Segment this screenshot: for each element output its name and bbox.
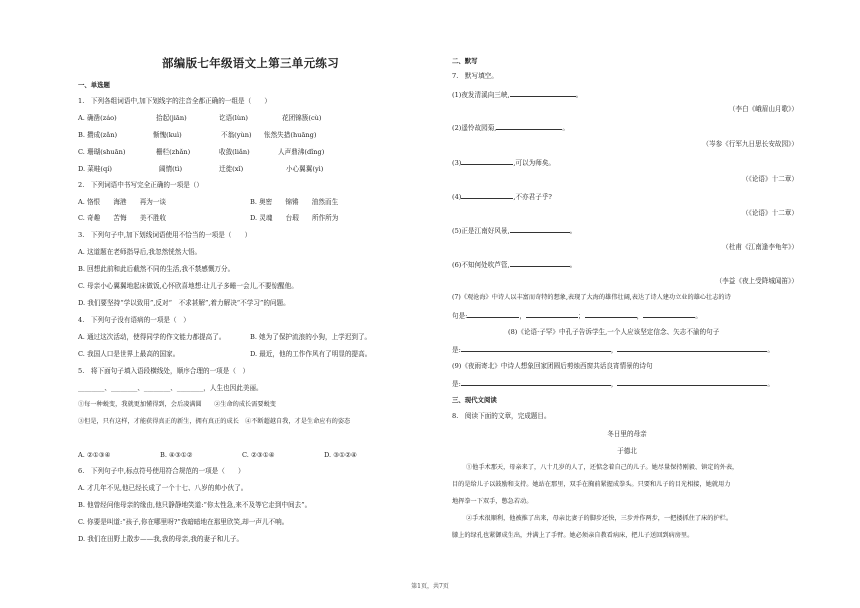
paragraph-1-line-2: 目的是给儿子以鼓励和支持。她站在那里，双手在胸前紧握成拳头。只要和儿子的目光相接，她就用力 xyxy=(452,481,731,488)
q1-option-a3: 讫语(lùn) xyxy=(219,114,248,122)
fill-4-source: （《论语》十二章） xyxy=(741,209,798,217)
fill-7-answer: 句是: ， ； ， 。 xyxy=(452,312,702,320)
q1-option-c3: 收敛(liǎn) xyxy=(219,148,250,156)
fill-1-source: （李白《峨眉山月歌》） xyxy=(728,105,798,113)
fill-9: (9)《夜雨寄北》中诗人想象回家团圆后剪烛西窗共话良宵情景的诗句 xyxy=(452,362,653,370)
article-title: 冬日里的母亲 xyxy=(607,430,647,438)
article-author: 于德北 xyxy=(617,447,637,455)
q5-option-b: B. ④③①② xyxy=(160,451,193,459)
q5-blanks: ________、________、________、________，人生也因此美丽。 xyxy=(78,384,263,392)
q5-sentences-2: ③但是，只有这样，才能获得真正的新生，拥有真正的成长 ④不断超越自我，才是生命应有的姿态 xyxy=(78,418,351,425)
q1-option-a4: 花团锦簇(cù) xyxy=(282,114,322,122)
q4-option-a: A. 通过这次活动，使得同学的作文能力都提高了。 xyxy=(78,333,226,341)
q1-option-b2: 惭愧(kuì) xyxy=(153,131,182,139)
fill-8-answer: 是: ， 。 xyxy=(452,346,775,354)
q6-option-a: A. 才几年不见,他已经长成了一个十七、八岁的帅小伙了。 xyxy=(78,484,248,492)
question-8: 8. 阅读下面的文章，完成题目。 xyxy=(452,412,551,420)
q5-sentences-1: ①每一种蜕变，我就更加懂得到，会后凌满圆 ②生命的成长需要蜕变 xyxy=(78,401,276,408)
q2-option-c: C. 奇趣 苦悔 美不胜收 xyxy=(78,214,167,222)
question-7: 7. 默写填空。 xyxy=(452,72,498,80)
q2-option-d: D. 灵魂 台瑕 所作所为 xyxy=(250,214,339,222)
q1-option-b4: 怅然失措(huāng) xyxy=(264,131,317,139)
q3-option-d: D. 我们要坚持“学以致用”,反对“ 不求甚解”,着力解决“不学习”的问题。 xyxy=(78,299,290,307)
q3-option-b: B. 回想此前和此后截然不同的生活,我不禁感慨万分。 xyxy=(78,265,235,273)
q2-option-a: A. 恪恨 海港 再为一谈 xyxy=(78,198,167,206)
q4-option-d: D. 最近，他的工作作风有了明显的提高。 xyxy=(250,350,372,358)
q1-option-c1: C. 珊瑚(shuān) xyxy=(78,148,126,156)
q5-option-a: A. ②①③④ xyxy=(78,451,111,459)
fill-1: (1)夜发清溪向三峡, 。 xyxy=(452,91,583,99)
fill-5-source: （杜甫《江南逢李龟年》） xyxy=(722,243,798,251)
q5-option-d: D. ③①②④ xyxy=(324,451,357,459)
fill-9-answer: 是: ， 。 xyxy=(452,380,775,388)
q3-option-c: C. 母亲小心翼翼地起床做饭,心怀欣喜地想:让儿子多睡一会儿,不要惊醒他。 xyxy=(78,282,298,290)
question-3: 3. 下列句子中,加下划线词语使用不恰当的一项是（ ） xyxy=(78,231,252,239)
paragraph-1-line-1: ①他手术那天，母亲来了，八十几岁的人了，还惦念着自己的儿子。她尽量保持刚毅、镇定的外表， xyxy=(466,464,739,471)
q6-option-d: D. 我们在田野上散步——我,我的母亲,我的妻子和儿子。 xyxy=(78,535,244,543)
q4-option-c: C. 我国人口是世界上最高的国家。 xyxy=(78,350,180,358)
q1-option-a1: A. 确凿(záo) xyxy=(78,114,117,122)
q1-option-d2: 阔惰(tì) xyxy=(159,165,183,173)
page-footer: 第1页，共7页 xyxy=(411,583,449,590)
fill-2: (2)遥怜故园菊, 。 xyxy=(452,124,569,132)
q1-option-d1: D. 菜畦(qí) xyxy=(78,165,112,173)
fill-3-source: （《论语》十二章） xyxy=(741,175,798,183)
fill-2-source: （岑参《行军九日思长安故园》） xyxy=(702,140,798,148)
q3-option-a: A. 这道题在老师指导后,我忽然恍然大悟。 xyxy=(78,248,202,256)
q1-option-c4: 人声鼎沸(dǐng) xyxy=(278,148,325,156)
q2-option-b: B. 奥密 锦锵 油然而生 xyxy=(250,198,339,206)
question-5: 5. 将下面句子填入语段横线处，顺序合理的一项是（ ） xyxy=(78,367,250,375)
question-6: 6. 下列句子中,标点符号使用符合规范的一项是（ ） xyxy=(78,467,245,475)
fill-4: (4) ,不亦君子乎? xyxy=(452,193,552,201)
q5-option-c: C. ②③①④ xyxy=(242,451,275,459)
paragraph-2-line-2: 膝上的绿孔也紧御成生出，并满上了手臂。她必须亲自教看病床，把儿子送回到病房里。 xyxy=(452,532,694,539)
q1-option-d3: 迁徙(xǐ) xyxy=(219,165,244,173)
q6-option-c: C. 你要是叫道:“孩子,你在哪里呀?”我暗暗地在那里欣笑,却一声儿不响。 xyxy=(78,518,289,526)
q1-option-b1: B. 攒成(zǎn) xyxy=(78,131,118,139)
q6-option-b: B. 他曾经问他母亲的缘由,他只静静地笑道:“你太性急,来不及等它走到中间去”。 xyxy=(78,501,312,509)
q4-option-b: B. 她为了保护流浪的小狗，上学迟到了。 xyxy=(250,333,372,341)
question-1: 1. 下列各组词语中,加下划线字的注音全都正确的一组是（ ） xyxy=(78,97,272,105)
section-heading-reading: 三、现代文阅读 xyxy=(452,396,497,404)
fill-3: (3) ,可以为师矣。 xyxy=(452,159,556,167)
q1-option-d4: 小心翼翼(yì) xyxy=(286,165,324,173)
q1-option-a2: 拾起(jiān) xyxy=(156,114,187,122)
fill-5: (5)正是江南好风景, 。 xyxy=(452,227,577,235)
section-heading-dictation: 二、默写 xyxy=(452,57,478,65)
question-4: 4. 下列句子没有语病的一项是（ ） xyxy=(78,316,190,324)
section-heading-single-choice: 一、单选题 xyxy=(78,81,110,89)
fill-8: (8)《论语·子罕》中孔子告诉学生,一个人应该坚定信念、矢志不渝的句子 xyxy=(508,328,720,336)
q1-option-c2: 栅栏(zhǎn) xyxy=(156,148,191,156)
fill-6: (6)不知何处吹芦管, 。 xyxy=(452,261,577,269)
fill-6-source: （李益《夜上受降城闻笛》） xyxy=(715,277,798,285)
paragraph-2-line-1: ②手术很顺利，他被推了出来，母亲比妻子的脚步还快，三步并作两步，一把搂抓住了床的护栏。 xyxy=(466,515,733,522)
question-2: 2. 下列词语中书写完全正确的一项是（） xyxy=(78,181,203,189)
q1-option-b3: 不翁(yùn) xyxy=(221,131,252,139)
paragraph-1-line-3: 地挥拳一下双手，憋急若动。 xyxy=(452,498,533,505)
fill-7: (7)《观沧海》中诗人以丰富而奇特的想象,表现了大海的雄伟壮阔,表达了诗人建功立业的雄心壮志的诗 xyxy=(452,294,731,301)
page-title: 部编版七年级语文上第三单元练习 xyxy=(162,56,339,70)
